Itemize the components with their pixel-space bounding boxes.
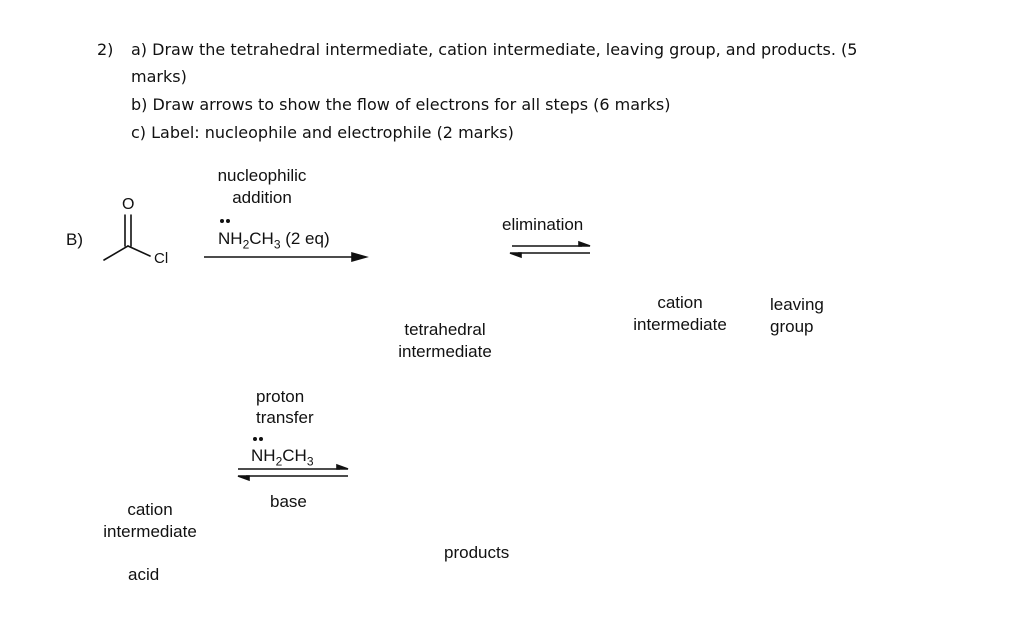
acetyl-chloride-structure — [104, 215, 150, 260]
step1-name-line2: addition — [232, 188, 292, 207]
reagent-equivalents: (2 eq) — [280, 229, 330, 248]
question-part-b: b) Draw arrows to show the flow of electrons for all steps (6 marks) — [131, 95, 671, 114]
tetrahedral-intermediate-line1: tetrahedral — [404, 320, 486, 339]
reagent-nh: NH — [218, 229, 243, 248]
step3-name-line1: proton — [256, 387, 305, 406]
lone-pair-dot — [259, 437, 263, 441]
reagent-nh: NH — [251, 446, 276, 465]
question-part-c: c) Label: nucleophile and electrophile (2 marks) — [131, 123, 514, 142]
cation-intermediate-line1: cation — [657, 293, 703, 312]
reagent-ch: CH — [282, 446, 307, 465]
step1-reagent — [218, 229, 330, 251]
lone-pair-dot — [220, 219, 224, 223]
leaving-group-line1: leaving — [770, 295, 824, 314]
products-label: products — [444, 543, 510, 562]
reagent-sub: 3 — [273, 237, 281, 252]
question-part-a-line1: a) Draw the tetrahedral intermediate, cation intermediate, leaving group, and products. (5 — [131, 40, 858, 59]
carbon-chlorine-bond — [128, 246, 150, 256]
scheme-label: B) — [66, 230, 83, 249]
lone-pair-dot — [253, 437, 257, 441]
reagent-ch: CH — [249, 229, 274, 248]
cation-intermediate-2-line2: intermediate — [103, 522, 197, 541]
step1-name-line1: nucleophilic — [217, 166, 307, 185]
methyl-bond — [104, 246, 128, 260]
acid-label: acid — [128, 565, 160, 584]
chlorine-atom-label: Cl — [154, 250, 169, 267]
question-number: 2) — [97, 40, 114, 59]
reagent-sub: 2 — [242, 237, 250, 252]
step2-name: elimination — [502, 215, 584, 234]
reagent-sub: 3 — [306, 454, 314, 469]
base-label: base — [270, 492, 307, 511]
elimination-equilibrium-arrow — [510, 242, 590, 257]
leaving-group-line2: group — [770, 317, 814, 336]
step3-reagent — [251, 446, 314, 468]
step3-name-line2: transfer — [256, 408, 314, 427]
cation-intermediate-line2: intermediate — [633, 315, 727, 334]
tetrahedral-intermediate-line2: intermediate — [398, 342, 492, 361]
question-part-a-line2: marks) — [131, 67, 187, 86]
cation-intermediate-2-line1: cation — [127, 500, 173, 519]
reagent-sub: 2 — [275, 454, 283, 469]
lone-pair-dot — [226, 219, 230, 223]
forward-reaction-arrow — [204, 253, 366, 261]
oxygen-atom-label: O — [122, 196, 135, 213]
